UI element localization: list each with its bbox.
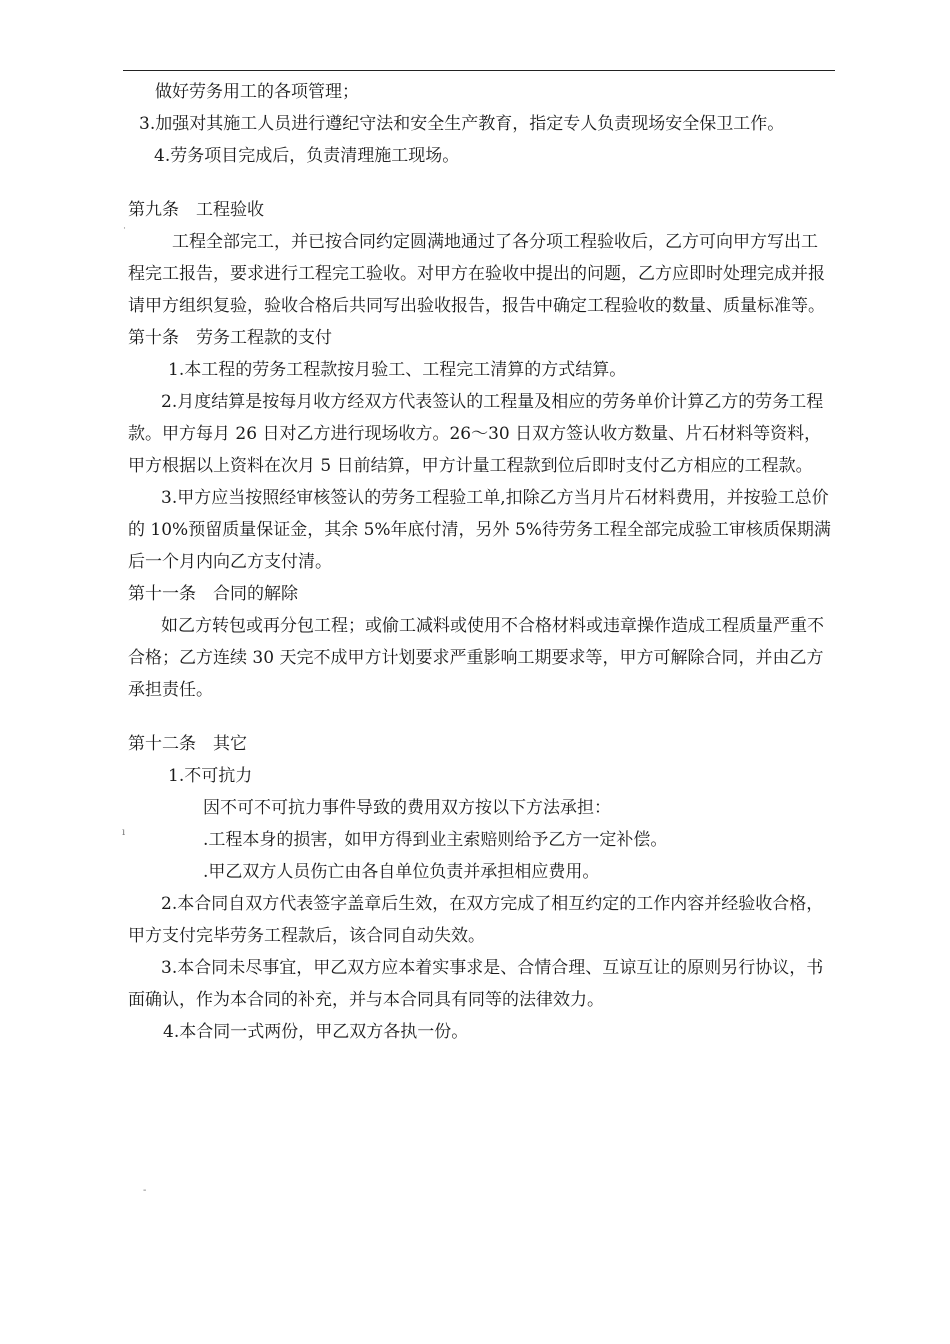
top-item-4: 4.劳务项目完成后，负责清理施工现场。: [154, 146, 460, 166]
header-rule: [123, 70, 835, 71]
article-9-heading: 第九条 工程验收: [128, 200, 264, 220]
article-12-item-3: 3.本合同未尽事宜，甲乙双方应本着实事求是、合情合理、互谅互让的原则另行协议，书面确认，作为本合同的补充，并与本合同具有同等的法律效力。: [128, 958, 824, 1010]
document-page: [122, 76, 833, 1048]
anchor-mark: ˙: [122, 227, 127, 238]
article-12-heading: 第十二条 其它: [128, 734, 247, 754]
article-10-item-3: 3.甲方应当按照经审核签认的劳务工程验工单,扣除乙方当月片石材料费用，并按验工总价的 10%预留质量保证金，其余 5%年底付清，另外 5%待劳务工程全部完成验工审核质保期满后一个月内向乙方支付清。: [128, 488, 831, 572]
force-majeure-title: 1.不可抗力: [168, 766, 253, 786]
top-item-3: 3.加强对其施工人员进行遵纪守法和安全生产教育，指定专人负责现场安全保卫工作。: [139, 114, 785, 134]
article-10-item-1: 1.本工程的劳务工程款按月验工、工程完工清算的方式结算。: [168, 360, 627, 380]
spacer: [128, 706, 833, 728]
spacer: [128, 172, 833, 194]
anchor-mark: ı: [122, 827, 126, 838]
end-mark: -: [143, 1185, 147, 1196]
article-12-item-4: 4.本合同一式两份，甲乙双方各执一份。: [163, 1022, 469, 1042]
top-fragment: 做好劳务用工的各项管理；: [155, 82, 359, 102]
article-11-body: 如乙方转包或再分包工程；或偷工减料或使用不合格材料或违章操作造成工程质量严重不合格；乙方连续 30 天完不成甲方计划要求严重影响工期要求等，甲方可解除合同，并由乙方承担责任。: [128, 616, 824, 700]
article-12-item-2: 2.本合同自双方代表签字盖章后生效，在双方完成了相互约定的工作内容并经验收合格，甲方支付完毕劳务工程款后，该合同自动失效。: [128, 894, 824, 946]
article-9-body: 工程全部完工，并已按合同约定圆满地通过了各分项工程验收后，乙方可向甲方写出工程完工报告，要求进行工程完工验收。对甲方在验收中提出的问题，乙方应即时处理完成并报请甲方组织复验，验收合格后共同写出验收报告，报告中确定工程验收的数量、质量标准等。: [128, 232, 825, 316]
force-majeure-line: 因不可不可抗力事件导致的费用双方按以下方法承担：: [203, 798, 611, 818]
article-10-item-2: 2.月度结算是按每月收方经双方代表签认的工程量及相应的劳务单价计算乙方的劳务工程款。甲方每月 26 日对乙方进行现场收方。26～30 日双方签认收方数量、片石材料等资料，甲方根据以上资料在次月 5 日前结算，甲方计量工程款到位后即时支付乙方相应的工程款。: [128, 392, 824, 476]
article-10-heading: 第十条 劳务工程款的支付: [128, 328, 332, 348]
article-11-heading: 第十一条 合同的解除: [128, 584, 298, 604]
force-majeure-line: .甲乙双方人员伤亡由各自单位负责并承担相应费用。: [203, 862, 600, 882]
force-majeure-line: .工程本身的损害，如甲方得到业主索赔则给予乙方一定补偿。: [203, 830, 668, 850]
